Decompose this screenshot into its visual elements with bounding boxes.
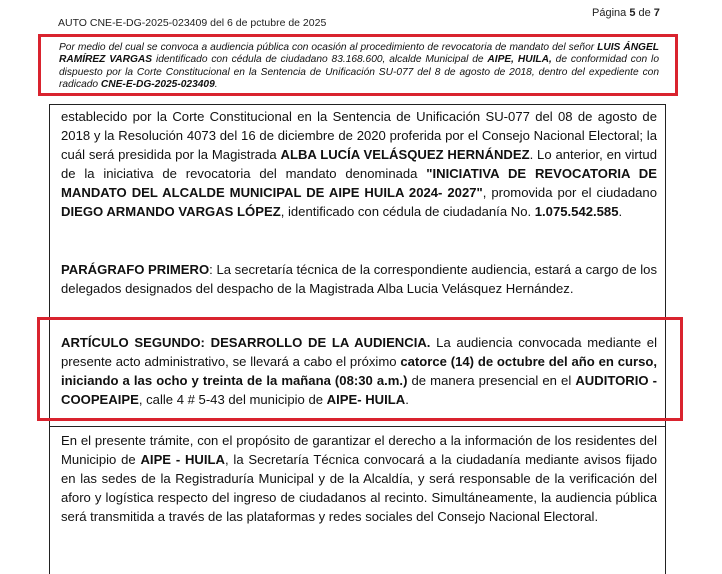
subject-text-4: . — [214, 79, 218, 91]
p3-text-1: La audiencia convocada mediante el presente acto administrativo, se llevará a cabo el próximo — [61, 335, 657, 370]
p1-initiative: "INICIATIVA DE REVOCATORIA DE MANDATO DEL ALCALDE MUNICIPAL DE AIPE HUILA 2024- 2027" — [61, 166, 658, 201]
p1-id-number: 1.075.542.585 — [534, 204, 619, 220]
p4-municipality: AIPE - HUILA — [140, 452, 225, 468]
p3-date-time: catorce (14) de octubre del año en curso, iniciando a las ocho y treinta de la mañana (08:30 a.m.) — [61, 354, 657, 389]
p2-heading: PARÁGRAFO PRIMERO — [61, 262, 210, 277]
paragraph-articulo-segundo — [61, 333, 657, 409]
section-divider — [49, 426, 666, 427]
p1-text-1: establecido por la Corte Constitucional en la Sentencia de Unificación SU-077 del 08 de agosto de 2018 y la Resolución 4073 del 16 de diciembre de 2020 proferida por el Consejo Nacional Electoral; la cuál será presidida por la Magistrada — [61, 109, 657, 163]
p3-heading: ARTÍCULO SEGUNDO: DESARROLLO DE LA AUDIENCIA. — [61, 335, 431, 350]
subject-name: LUIS ÁNGEL RAMÍREZ VARGAS — [59, 42, 659, 66]
p1-text-2: . Lo anterior, en virtud de la iniciativa de revocatoria del mandato denominada — [61, 147, 657, 182]
p1-citizen: DIEGO ARMANDO VARGAS LÓPEZ — [61, 204, 281, 220]
page-of: de — [635, 7, 654, 19]
p3-text-3: , calle 4 # 5-43 del municipio de — [138, 392, 327, 408]
subject-text-1: Por medio del cual se convoca a audiencia pública con ocasión al procedimiento de revocatoria de mandato del señor — [59, 42, 598, 53]
paragraph-paragrafo-primero — [61, 260, 657, 298]
page-total: 7 — [653, 7, 660, 19]
p4-text-1: En el presente trámite, con el propósito de garantizar el derecho a la información de los residentes del Municipio de — [61, 433, 657, 468]
paragraph-information — [61, 431, 657, 526]
subject-statement — [59, 42, 659, 92]
p1-magistrate: ALBA LUCÍA VELÁSQUEZ HERNÁNDEZ — [280, 147, 530, 163]
subject-text-3: de conformidad con lo dispuesto por la Corte Constitucional en la Sentencia de Unificación SU-077 del 8 de agosto de 2018, dentro del expediente con radicado — [59, 54, 659, 91]
page-label: Página — [592, 7, 630, 19]
p1-text-4: , identificado con cédula de ciudadanía No. — [280, 204, 535, 220]
p3-venue: AUDITORIO -COOPEAIPE — [61, 373, 657, 408]
subject-municipality: AIPE, HUILA, — [487, 54, 552, 66]
p3-text-4: . — [405, 392, 409, 408]
p1-text-3: , promovida por el ciudadano — [482, 185, 657, 201]
page-current: 5 — [629, 7, 636, 19]
p3-text-2: de manera presencial en el — [407, 373, 576, 389]
p1-text-5: . — [618, 204, 623, 220]
p3-municipality: AIPE- HUILA — [326, 392, 406, 408]
subject-radicado: CNE-E-DG-2025-023409 — [100, 79, 215, 91]
paragraph-convocation — [61, 107, 657, 222]
document-reference: AUTO CNE-E-DG-2025-023409 del 6 de pctubre de 2025 — [58, 17, 327, 29]
p2-text: : La secretaría técnica de la correspondiente audiencia, estará a cargo de los delegados designados del despacho de la Magistrada Alba Lucia Velásquez Hernández. — [61, 262, 657, 297]
p4-text-2: , la Secretaría Técnica convocará a la ciudadanía mediante avisos fijado en las sedes de la Registraduría Municipal y de la Alcaldía, y será responsable de la verificación del aforo y logística respecto del ingreso de ciudadanos al recinto. Simultáneamente, la audiencia pública será transmitida a través de las plataformas y redes sociales del Consejo Nacional Electoral. — [61, 452, 657, 525]
subject-text-2: identificado con cédula de ciudadano 83.168.600, alcalde Municipal de — [152, 54, 488, 66]
page-number — [592, 7, 660, 19]
